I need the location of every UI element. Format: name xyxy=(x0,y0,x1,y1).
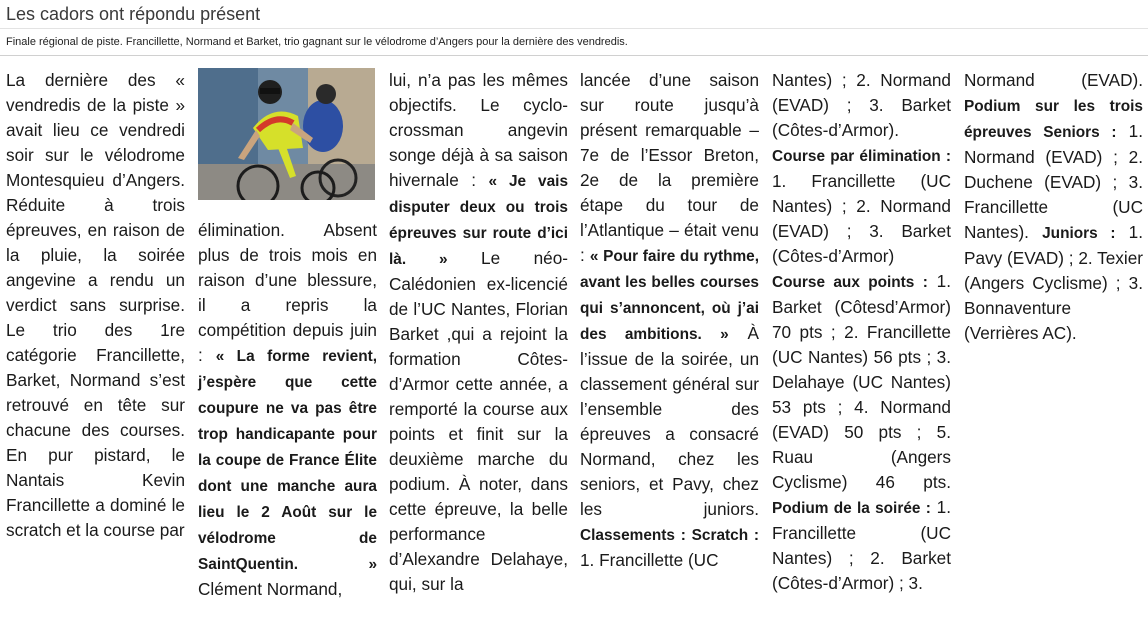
results-heading: Course aux points : xyxy=(772,274,928,291)
results-text: 1. Pavy (EVAD) ; 2. Texier (Angers Cyclisme) ; 3. Bonnaventure (Verrières AC). xyxy=(964,222,1143,343)
article-column-2 xyxy=(198,218,377,602)
results-heading: Classements : Scratch : xyxy=(580,527,759,544)
results-text: 1. Normand (EVAD) ; 2. Duchene (EVAD) ; 3. Francillette (UC Nantes). xyxy=(964,121,1143,242)
pull-quote: « La forme revient, j’espère que cette coupure ne va pas être trop handicapante pour la coupe de France Élite dont une manche aura lieu le 2 Août sur le vélodrome de SaintQuentin. » xyxy=(198,348,377,573)
results-heading: Podium de la soirée : xyxy=(772,500,931,517)
article-title: Les cadors ont répondu présent xyxy=(6,4,261,24)
subtitle-divider xyxy=(0,55,1148,56)
article-column-1 xyxy=(6,68,185,543)
results-text: 1. Barket (Côtesd’Armor) 70 pts ; 2. Francillette (UC Nantes) 56 pts ; 3. Delahaye (UC Nantes) 53 pts ; 4. Normand (EVAD) 50 pts ; 5. Ruau (Angers Cyclisme) 46 pts. xyxy=(772,271,951,492)
results-heading: Juniors : xyxy=(1042,225,1116,242)
cyclists-photo xyxy=(198,68,375,200)
article-column-6 xyxy=(964,68,1143,346)
results-heading: Podium sur les trois épreuves Seniors : xyxy=(964,98,1143,141)
body-text: lui, n’a pas les mêmes objectifs. Le cyclo-crossman angevin songe déjà à sa saison hivernale : xyxy=(389,70,568,190)
results-heading: Course par élimination : xyxy=(772,148,951,165)
body-text: À l’issue de la soirée, un classement général sur l’ensemble des épreuves a consacré Normand, chez les seniors, et Pavy, chez les juniors. xyxy=(580,323,759,519)
article-column-3 xyxy=(389,68,568,597)
pull-quote: « Je vais disputer deux ou trois épreuves sur route d’ici là. » xyxy=(389,173,569,268)
article-column-4 xyxy=(580,68,759,573)
body-text: élimination. Absent plus de trois mois en raison d’une blessure, il a repris la compétition depuis juin : xyxy=(198,220,377,365)
body-text: Clément Normand, xyxy=(198,579,343,599)
results-text: Normand (EVAD). xyxy=(964,70,1143,90)
body-text: La dernière des « vendredis de la piste » avait lieu ce vendredi soir sur le vélodrome Montesquieu d’Angers. Réduite à trois épreuves, en raison de la pluie, la soirée angevine a rendu un verdict sans surprise. Le trio des 1re catégorie Francillette, Barket, Normand s’est retrouvé en tête sur chacune des courses. En pur pistard, le Nantais Kevin Francillette a dominé le scratch et la course par xyxy=(6,70,185,540)
article-column-5 xyxy=(772,68,951,596)
body-text: lancée d’une saison sur route jusqu’à présent remarquable – 7e de l’Essor Breton, 2e de la première étape du tour de l’Atlantique – était venu : xyxy=(580,70,759,265)
results-text: 1. Francillette (UC Nantes) ; 2. Normand (EVAD) ; 3. Barket (Côtes-d’Armor) xyxy=(772,171,951,266)
results-text: 1. Francillette (UC xyxy=(580,550,719,570)
results-text: Nantes) ; 2. Normand (EVAD) ; 3. Barket (Côtes-d’Armor). xyxy=(772,70,951,140)
article-subtitle: Finale régional de piste. Francillette, Normand et Barket, trio gagnant sur le vélodrome d’Angers pour la dernière des vendredis. xyxy=(6,36,628,48)
cyclists-photo-icon xyxy=(198,68,375,200)
results-text: 1. Francillette (UC Nantes) ; 2. Barket (Côtes-d’Armor) ; 3. xyxy=(772,497,951,593)
body-text: Le néo-Calédonien ex-licencié de l’UC Nantes, Florian Barket ,qui a rejoint la formation Côtes-d’Armor cette année, a remporté la course aux points et finit sur la deuxième marche du podium. À noter, dans cette épreuve, la belle performance d’Alexandre Delahaye, qui, sur la xyxy=(389,248,568,594)
title-divider xyxy=(0,28,1148,29)
pull-quote: « Pour faire du rythme, avant les belles courses qui s’annoncent, où j’ai des ambitions. » xyxy=(580,248,759,343)
